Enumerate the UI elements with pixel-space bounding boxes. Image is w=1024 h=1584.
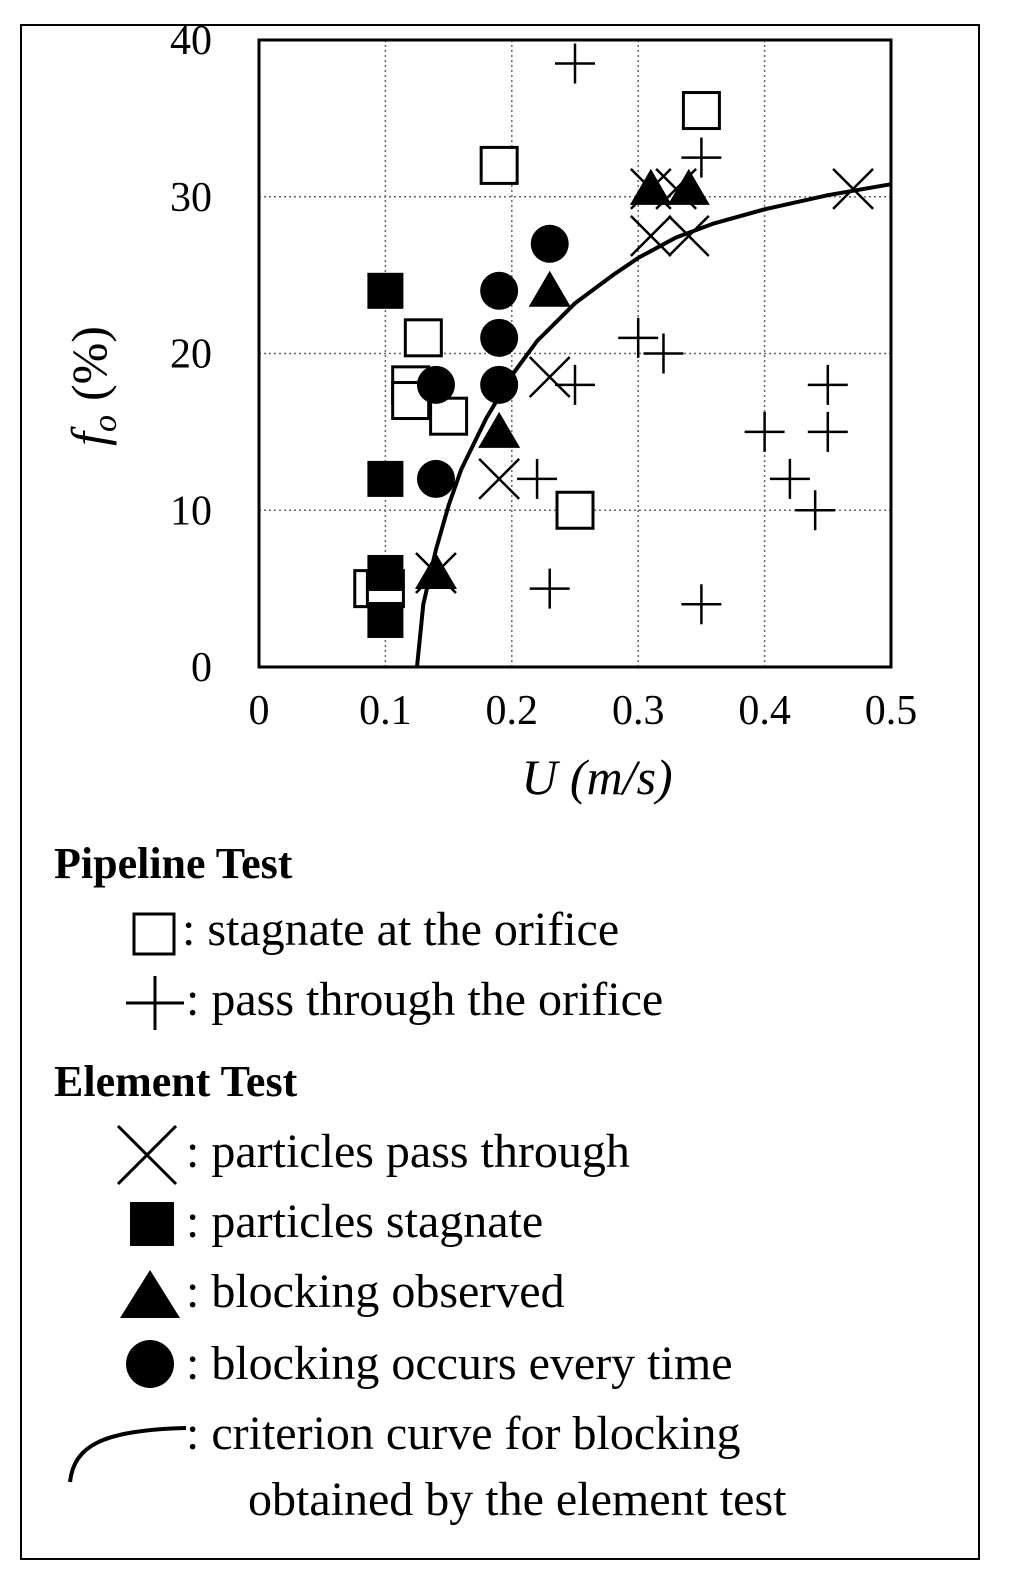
- y-tick-label: 0: [191, 645, 212, 691]
- data-point-filled-square: [367, 555, 403, 591]
- curve-line-icon: [62, 1406, 192, 1491]
- legend-label-particles-stagnate: : particles stagnate: [186, 1195, 544, 1248]
- data-point-plus: [517, 459, 557, 499]
- y-axis-label-main: f: [61, 432, 117, 446]
- legend-heading-pipeline: Pipeline Test: [54, 839, 293, 888]
- data-point-x: [669, 216, 709, 256]
- data-point-filled-triangle: [478, 412, 520, 448]
- svg-text:fo(%): [61, 326, 124, 446]
- x-tick-label: 0.2: [485, 688, 539, 734]
- data-point-filled-circle: [480, 319, 518, 357]
- legend-label-blocking-observed: : blocking observed: [186, 1265, 565, 1318]
- y-tick-label: 20: [170, 331, 212, 378]
- legend-label-pass-orifice: : pass through the orifice: [186, 973, 664, 1026]
- y-tick-label: 30: [170, 174, 212, 221]
- plus-icon: [122, 970, 188, 1041]
- data-point-filled-circle: [531, 225, 569, 263]
- y-tick-label: 10: [170, 488, 212, 535]
- x-tick-label: 0.3: [611, 688, 665, 734]
- x-tick-label: 0: [248, 688, 270, 734]
- data-point-plus: [530, 569, 570, 609]
- legend-heading-element: Element Test: [54, 1057, 298, 1106]
- x-tick-labels: [249, 688, 918, 734]
- data-point-filled-square: [367, 602, 403, 638]
- data-point-filled-circle: [480, 272, 518, 310]
- data-point-open-square: [481, 147, 517, 183]
- data-point-plus: [770, 459, 810, 499]
- data-point-open-square: [405, 320, 441, 356]
- data-point-filled-circle: [480, 366, 518, 404]
- data-point-filled-circle: [417, 366, 455, 404]
- data-point-plus: [795, 490, 835, 530]
- y-axis-label-unit: (%): [61, 326, 117, 402]
- data-point-plus: [808, 365, 848, 405]
- data-point-x: [530, 357, 570, 397]
- data-point-filled-triangle: [529, 271, 571, 307]
- legend-label-stagnate-orifice: : stagnate at the orifice: [182, 903, 620, 956]
- data-point-filled-square: [367, 273, 403, 309]
- figure-frame: [20, 24, 980, 1560]
- data-point-plus: [618, 318, 658, 358]
- x-tick-label: 0.1: [359, 688, 412, 734]
- data-point-filled-square: [367, 461, 403, 497]
- y-axis-label-sub: o: [87, 415, 124, 433]
- y-tick-label: 40: [170, 26, 212, 64]
- legend-label-criterion-curve-cont: obtained by the element test: [248, 1473, 787, 1526]
- x-mark-icon: [112, 1120, 182, 1195]
- filled-circle-icon: [122, 1336, 178, 1397]
- data-point-filled-circle: [417, 460, 455, 498]
- open-square-icon: [130, 910, 180, 965]
- data-points: [355, 44, 873, 638]
- y-tick-labels: [170, 26, 212, 691]
- legend-label-particles-pass: : particles pass through: [186, 1125, 630, 1178]
- data-point-x: [479, 459, 519, 499]
- x-tick-label: 0.5: [864, 688, 918, 734]
- x-axis-label: U (m/s): [521, 749, 673, 805]
- data-point-plus: [808, 412, 848, 452]
- data-point-plus: [745, 412, 785, 452]
- data-point-plus: [555, 365, 595, 405]
- legend-label-criterion-curve: : criterion curve for blocking: [186, 1407, 741, 1460]
- y-axis-label: [61, 326, 124, 446]
- filled-triangle-icon: [118, 1266, 182, 1327]
- legend-label-blocking-every-time: : blocking occurs every time: [186, 1337, 733, 1390]
- data-point-plus: [643, 334, 683, 374]
- data-point-plus: [681, 584, 721, 624]
- data-point-open-square: [683, 93, 719, 129]
- data-point-open-square: [557, 492, 593, 528]
- criterion-curve: [417, 184, 891, 667]
- data-point-plus: [555, 44, 595, 84]
- scatter-chart: [22, 26, 978, 826]
- x-tick-label: 0.4: [738, 688, 791, 734]
- filled-square-icon: [126, 1198, 180, 1257]
